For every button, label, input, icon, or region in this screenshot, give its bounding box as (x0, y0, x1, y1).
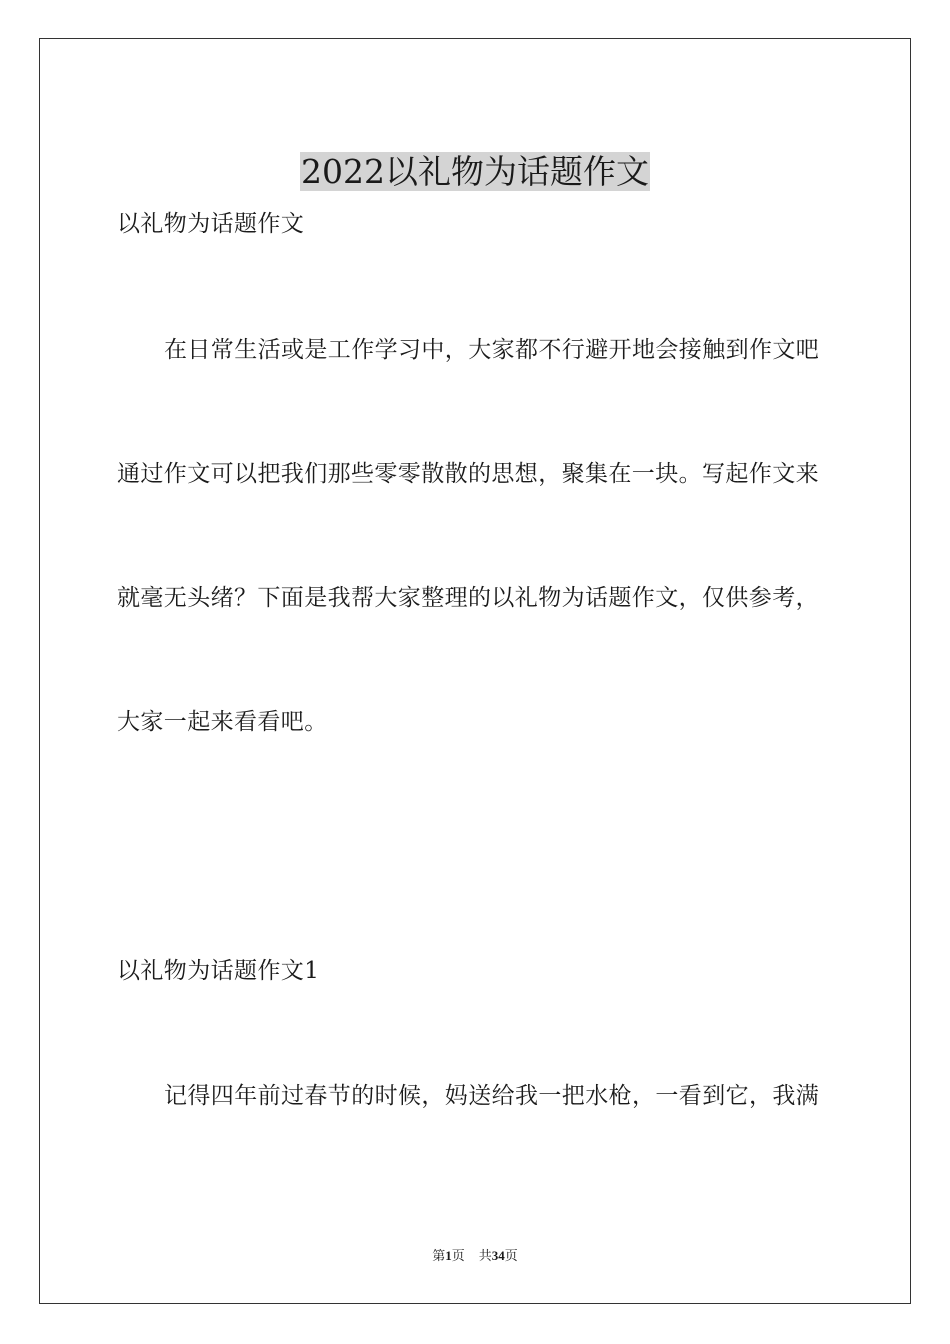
page-footer (0, 1247, 950, 1265)
paragraph-line: 记得四年前过春节的时候，妈送给我一把水枪，一看到它，我满 (164, 1083, 820, 1109)
paragraph-line: 就毫无头绪？下面是我帮大家整理的以礼物为话题作文，仅供参考， (117, 585, 819, 611)
section-heading: 以礼物为话题作文1 (117, 958, 320, 984)
paragraph-line: 大家一起来看看吧。 (117, 709, 328, 735)
page-prefix: 第 (432, 1248, 446, 1263)
total-prefix: 共 (478, 1248, 492, 1263)
total-suffix: 页 (504, 1248, 518, 1263)
paragraph-line: 在日常生活或是工作学习中，大家都不行避开地会接触到作文吧 (164, 337, 820, 363)
page-current: 1 (445, 1248, 452, 1263)
paragraph-line: 通过作文可以把我们那些零零散散的思想，聚集在一块。写起作文来 (117, 461, 819, 487)
document-title (0, 150, 950, 194)
document-title-text: 2022以礼物为话题作文 (301, 152, 649, 192)
document-subtitle: 以礼物为话题作文 (117, 211, 305, 237)
page-total: 34 (491, 1248, 505, 1263)
page-suffix: 页 (451, 1248, 465, 1263)
